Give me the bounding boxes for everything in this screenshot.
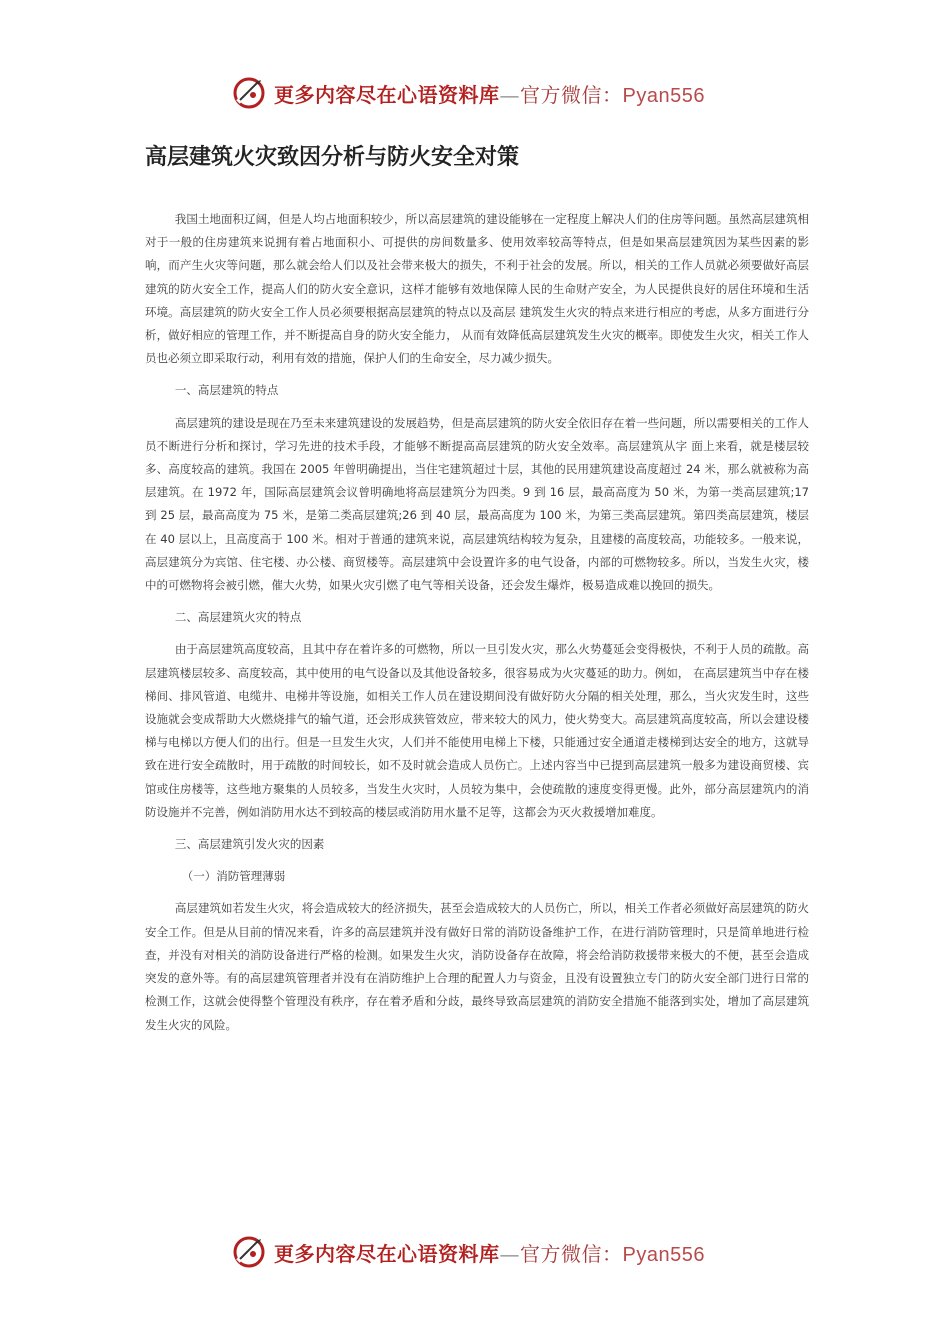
subsection-paragraph-1: 高层建筑如若发生火灾，将会造成较大的经济损失，甚至会造成较大的人员伤亡，所以，相关工作者必须做好高层建筑的防火安全工作。但是从目前的情况来看，许多的高层建筑并没有做好日常的消防设备维护工作，在进行消防管理时，只是简单地进行检查，并没有对相关的消防设备进行严格的检测。如果发生火灾，消防设备存在故障，将会给消防救援带来极大的不便，甚至会造成突发的意外等。有的高层建筑管理者并没有在消防维护上合理的配置人力与资金，且没有设置独立专门的防火安全部门进行日常的检测工作，这就会使得整个管理没有秩序，存在着矛盾和分歧，最终导致高层建筑的消防安全措施不能落到实处，增加了高层建筑发生火灾的风险。: [145, 901, 809, 1032]
section-paragraph-1: 高层建筑的建设是现在乃至未来建筑建设的发展趋势，但是高层建筑的防火安全依旧存在着一些问题，所以需要相关的工作人员不断进行分析和探讨，学习先进的技术手段，才能够不断提高高层建筑的防火安全效率。高层建筑从字 面上来看，就是楼层较多、高度较高的建筑。我国在 2005 年曾明确提出，当住宅建筑超过十层，其他的民用建筑建设高度超过 24 米，那么就被称为高层建筑。在 1972 年，国际高层建筑会议曾明确地将高层建筑分为四类。9 到 16 层，最高高度为 50 米，为第一类高层建筑;17 到 25 层，最高高度为 75 米，是第二类高层建筑;26 到 40 层，最高高度为 100 米，为第三类高层建筑。第四类高层建筑，楼层在 40 层以上，且高度高于 100 米。相对于普通的建筑来说，高层建筑结构较为复杂，且建楼的高度较高，功能较多。一般来说，高层建筑分为宾馆、住宅楼、办公楼、商贸楼等。高层建筑中会设置许多的电气设备，内部的可燃物较多。所以，当发生火灾，楼中的可燃物将会被引燃，催大火势，如果火灾引燃了电气等相关设备，还会发生爆炸，极易造成难以挽回的损失。: [145, 415, 809, 593]
banner-separator: —: [499, 1241, 520, 1266]
banner-text: [274, 79, 705, 108]
banner-separator: —: [499, 82, 520, 107]
wechat-label: 官方微信：: [520, 1241, 623, 1266]
section-heading-1: 一、高层建筑的特点: [174, 383, 279, 398]
subsection-heading-1: （一）消防管理薄弱: [181, 869, 286, 884]
wechat-id: Pyan556: [622, 1243, 705, 1266]
header-banner: [232, 75, 752, 111]
section-heading-3: 三、高层建筑引发火灾的因素: [174, 837, 325, 852]
wechat-id: Pyan556: [622, 84, 705, 107]
wechat-label: 官方微信：: [520, 82, 623, 107]
footer-banner: [232, 1234, 752, 1270]
brand-logo-icon: [232, 1235, 266, 1269]
brand-name: 更多内容尽在心语资料库: [274, 1241, 500, 1266]
section-heading-2: 二、高层建筑火灾的特点: [174, 610, 302, 625]
brand-name: 更多内容尽在心语资料库: [274, 82, 500, 107]
article-body: [145, 208, 809, 1046]
section-paragraph-2: 由于高层建筑高度较高，且其中存在着许多的可燃物，所以一旦引发火灾，那么火势蔓延会变得极快，不利于人员的疏散。高层建筑楼层较多、高度较高，其中使用的电气设备以及其他设备较多，很容易成为火灾蔓延的助力。例如， 在高层建筑当中存在楼梯间、排风管道、电缆井、电梯井等设施，如相关工作人员在建设期间没有做好防火分隔的相关处理，那么，当火灾发生时，这些设施就会变成帮助大火燃烧排气的输气道，还会形成狭管效应，带来较大的风力，使火势变大。高层建筑高度较高，所以会建设楼梯与电梯以方便人们的出行。但是一旦发生火灾，人们并不能使用电梯上下楼，只能通过安全通道走楼梯到达安全的地方，这就导致在进行安全疏散时，用于疏散的时间较长，如不及时就会造成人员伤亡。上述内容当中已提到高层建筑一般多为建设商贸楼、宾馆或住房楼等，这些地方聚集的人员较多，当发生火灾时，人员较为集中，会使疏散的速度变得更慢。此外，部分高层建筑内的消防设施并不完善，例如消防用水达不到较高的楼层或消防用水量不足等，这都会为灭火救援增加难度。: [145, 642, 809, 819]
intro-paragraph: 我国土地面积辽阔，但是人均占地面积较少，所以高层建筑的建设能够在一定程度上解决人们的住房等问题。虽然高层建筑相对于一般的住房建筑来说拥有着占地面积小、可提供的房间数量多、使用效率较高等特点，但是如果高层建筑因为某些因素的影响，而产生火灾等问题，那么就会给人们以及社会带来极大的损失，不利于社会的发展。所以，相关的工作人员就必须要做好高层建筑的防火安全工作，提高人们的防火安全意识，这样才能够有效地保障人民的生命财产安全，为人民提供良好的居住环境和生活环境。高层建筑的防火安全工作人员必须要根据高层建筑的特点以及高层 建筑发生火灾的特点来进行相应的考虑，从多方面进行分析，做好相应的管理工作，并不断提高自身的防火安全能力， 从而有效降低高层建筑发生火灾的概率。即使发生火灾，相关工作人员也必须立即采取行动，利用有效的措施，保护人们的生命安全，尽力减少损失。: [145, 212, 809, 366]
brand-logo-icon: [232, 76, 266, 110]
article-title: 高层建筑火灾致因分析与防火安全对策: [145, 145, 520, 170]
banner-text: [274, 1238, 705, 1267]
